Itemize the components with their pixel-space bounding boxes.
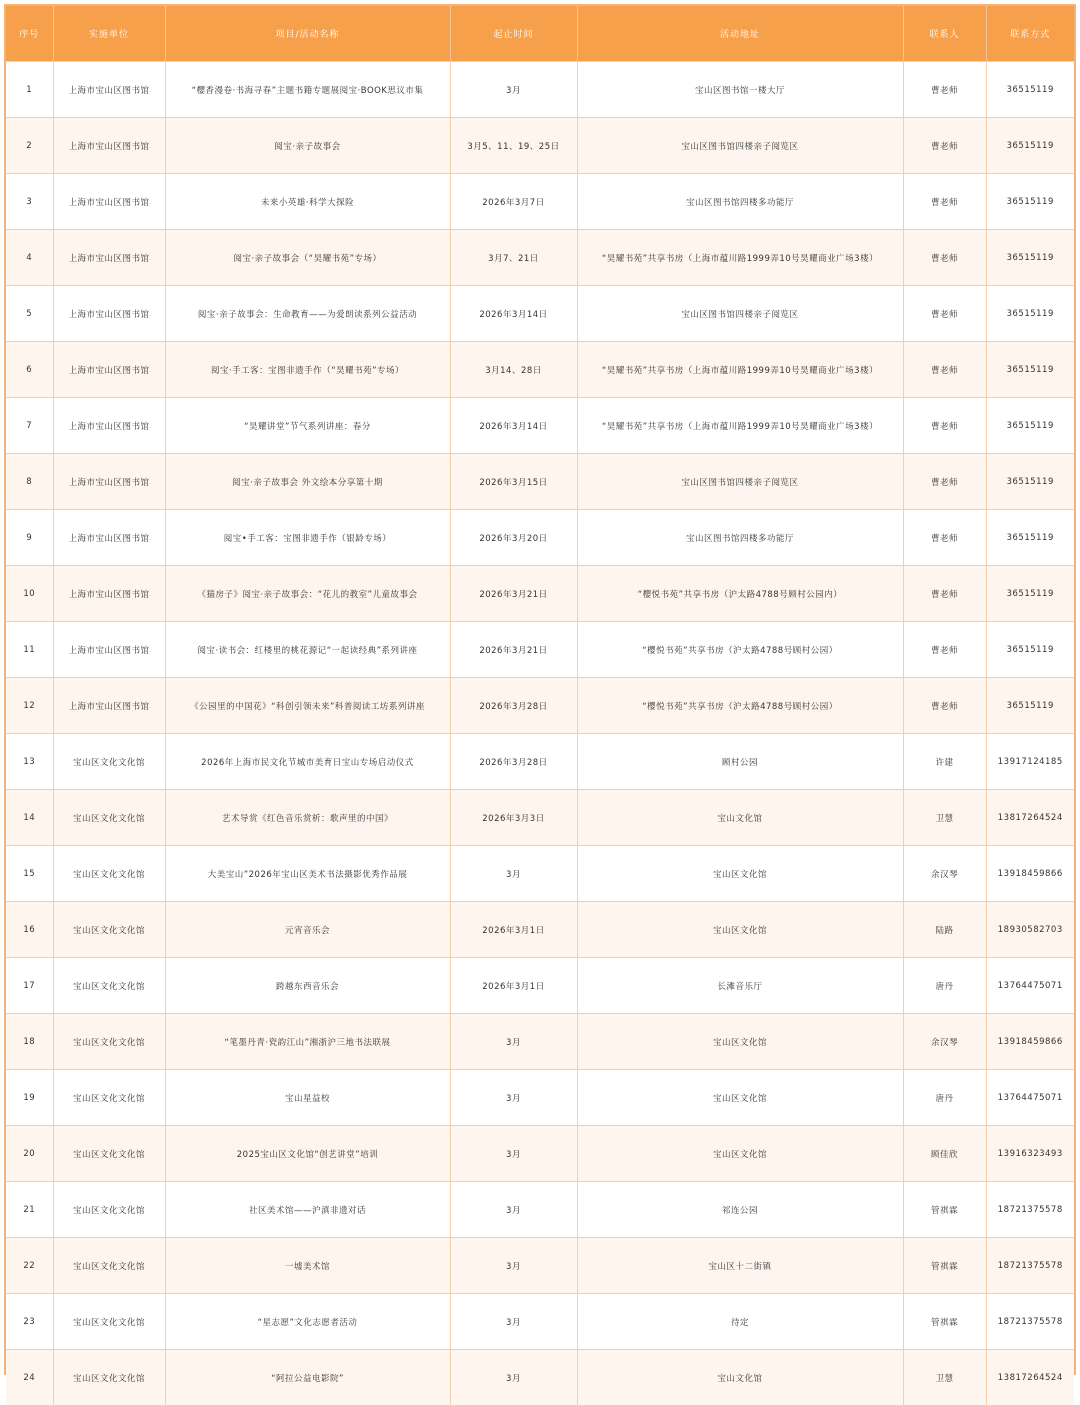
table-row xyxy=(6,342,1074,398)
cell-date: 2026年3月15日 xyxy=(450,454,577,510)
cell-contact-phone: 36515119 xyxy=(986,230,1074,286)
cell-activity-name: “阿拉公益电影院” xyxy=(165,1350,450,1405)
cell-contact-phone: 13817264524 xyxy=(986,1350,1074,1405)
cell-date: 2026年3月3日 xyxy=(450,790,577,846)
cell-contact-phone: 13764475071 xyxy=(986,1070,1074,1126)
header-contact-person: 联系人 xyxy=(903,6,986,62)
cell-contact-person: 陆路 xyxy=(903,902,986,958)
cell-contact-phone: 36515119 xyxy=(986,118,1074,174)
cell-organizer: 上海市宝山区图书馆 xyxy=(53,62,165,118)
cell-contact-phone: 13917124185 xyxy=(986,734,1074,790)
cell-index: 15 xyxy=(6,846,53,902)
table-row xyxy=(6,1350,1074,1405)
cell-organizer: 宝山区文化文化馆 xyxy=(53,1126,165,1182)
cell-index: 17 xyxy=(6,958,53,1014)
cell-index: 10 xyxy=(6,566,53,622)
cell-index: 4 xyxy=(6,230,53,286)
table-row xyxy=(6,286,1074,342)
cell-contact-phone: 36515119 xyxy=(986,174,1074,230)
cell-contact-phone: 13817264524 xyxy=(986,790,1074,846)
table-row xyxy=(6,454,1074,510)
cell-activity-name: 阅宝·亲子故事会（“昊耀书苑”专场） xyxy=(165,230,450,286)
cell-activity-name: “星志愿”文化志愿者活动 xyxy=(165,1294,450,1350)
cell-activity-name: 宝山星益校 xyxy=(165,1070,450,1126)
cell-contact-phone: 36515119 xyxy=(986,622,1074,678)
cell-date: 3月 xyxy=(450,62,577,118)
cell-date: 3月 xyxy=(450,1182,577,1238)
table-row xyxy=(6,62,1074,118)
cell-address: 宝山区图书馆一楼大厅 xyxy=(577,62,903,118)
header-index: 序号 xyxy=(6,6,53,62)
cell-index: 16 xyxy=(6,902,53,958)
cell-date: 2026年3月21日 xyxy=(450,622,577,678)
cell-contact-person: 管祺霖 xyxy=(903,1238,986,1294)
cell-address: 顾村公园 xyxy=(577,734,903,790)
table-row xyxy=(6,118,1074,174)
cell-contact-person: 唐丹 xyxy=(903,1070,986,1126)
cell-organizer: 上海市宝山区图书馆 xyxy=(53,118,165,174)
cell-organizer: 上海市宝山区图书馆 xyxy=(53,510,165,566)
cell-contact-person: 曹老师 xyxy=(903,510,986,566)
cell-contact-person: 曹老师 xyxy=(903,230,986,286)
cell-address: 宝山区文化馆 xyxy=(577,846,903,902)
table-row xyxy=(6,566,1074,622)
cell-index: 2 xyxy=(6,118,53,174)
cell-address: 宝山文化馆 xyxy=(577,790,903,846)
cell-date: 3月 xyxy=(450,1294,577,1350)
cell-date: 3月 xyxy=(450,846,577,902)
cell-index: 19 xyxy=(6,1070,53,1126)
cell-address: “昊耀书苑”共享书房（上海市蕴川路1999弄10号昊耀商业广场3楼） xyxy=(577,342,903,398)
cell-date: 2026年3月1日 xyxy=(450,958,577,1014)
cell-contact-phone: 13918459866 xyxy=(986,1014,1074,1070)
cell-address: 宝山区图书馆四楼亲子阅览区 xyxy=(577,286,903,342)
cell-contact-person: 曹老师 xyxy=(903,286,986,342)
cell-date: 2026年3月28日 xyxy=(450,734,577,790)
table-row xyxy=(6,678,1074,734)
cell-activity-name: 阅宝·亲子故事会 外文绘本分享第十期 xyxy=(165,454,450,510)
cell-activity-name: “樱香漫卷·书海寻春”主题书籍专题展阅宝·BOOK思议市集 xyxy=(165,62,450,118)
cell-organizer: 上海市宝山区图书馆 xyxy=(53,286,165,342)
cell-index: 5 xyxy=(6,286,53,342)
cell-contact-person: 顾佳欣 xyxy=(903,1126,986,1182)
cell-index: 6 xyxy=(6,342,53,398)
table-row xyxy=(6,174,1074,230)
table-row xyxy=(6,790,1074,846)
cell-contact-phone: 36515119 xyxy=(986,678,1074,734)
cell-address: 宝山区文化馆 xyxy=(577,1014,903,1070)
cell-activity-name: “笔墨丹青·瓷韵江山”湘浙沪三地书法联展 xyxy=(165,1014,450,1070)
header-contact-phone: 联系方式 xyxy=(986,6,1074,62)
cell-contact-person: 卫慧 xyxy=(903,790,986,846)
cell-index: 3 xyxy=(6,174,53,230)
cell-organizer: 宝山区文化文化馆 xyxy=(53,846,165,902)
table-row xyxy=(6,230,1074,286)
cell-contact-person: 曹老师 xyxy=(903,454,986,510)
cell-date: 3月14、28日 xyxy=(450,342,577,398)
cell-contact-person: 曹老师 xyxy=(903,118,986,174)
cell-address: 宝山区十二街镇 xyxy=(577,1238,903,1294)
cell-organizer: 上海市宝山区图书馆 xyxy=(53,230,165,286)
table-row xyxy=(6,734,1074,790)
cell-contact-phone: 36515119 xyxy=(986,286,1074,342)
cell-activity-name: 阅宝·读书会：红楼里的桃花源记“一起读经典”系列讲座 xyxy=(165,622,450,678)
cell-address: “樱悦书苑”共享书房（沪太路4788号顾村公园内） xyxy=(577,566,903,622)
cell-date: 2026年3月21日 xyxy=(450,566,577,622)
cell-contact-person: 曹老师 xyxy=(903,398,986,454)
cell-contact-person: 卫慧 xyxy=(903,1350,986,1405)
cell-address: 宝山区图书馆四楼亲子阅览区 xyxy=(577,454,903,510)
cell-index: 22 xyxy=(6,1238,53,1294)
cell-organizer: 宝山区文化文化馆 xyxy=(53,1014,165,1070)
activity-table-container xyxy=(4,4,1076,1375)
cell-index: 18 xyxy=(6,1014,53,1070)
cell-contact-phone: 18721375578 xyxy=(986,1294,1074,1350)
table-row xyxy=(6,1238,1074,1294)
cell-organizer: 宝山区文化文化馆 xyxy=(53,734,165,790)
header-row xyxy=(6,6,1074,62)
cell-index: 11 xyxy=(6,622,53,678)
table-row xyxy=(6,1182,1074,1238)
cell-index: 24 xyxy=(6,1350,53,1405)
cell-contact-person: 曹老师 xyxy=(903,678,986,734)
cell-organizer: 上海市宝山区图书馆 xyxy=(53,622,165,678)
cell-contact-phone: 13916323493 xyxy=(986,1126,1074,1182)
cell-activity-name: 元宵音乐会 xyxy=(165,902,450,958)
cell-organizer: 宝山区文化文化馆 xyxy=(53,958,165,1014)
cell-contact-phone: 13918459866 xyxy=(986,846,1074,902)
cell-address: 待定 xyxy=(577,1294,903,1350)
cell-index: 8 xyxy=(6,454,53,510)
table-body xyxy=(6,62,1074,1405)
table-row xyxy=(6,510,1074,566)
cell-contact-phone: 18721375578 xyxy=(986,1182,1074,1238)
cell-date: 2026年3月1日 xyxy=(450,902,577,958)
cell-activity-name: 《猫房子》阅宝·亲子故事会：“花儿的教室”儿童故事会 xyxy=(165,566,450,622)
cell-address: “樱悦书苑”共享书房（沪太路4788号顾村公园） xyxy=(577,622,903,678)
cell-address: 宝山区图书馆四楼多功能厅 xyxy=(577,510,903,566)
cell-contact-person: 曹老师 xyxy=(903,566,986,622)
cell-contact-phone: 18930582703 xyxy=(986,902,1074,958)
cell-date: 2026年3月14日 xyxy=(450,398,577,454)
cell-date: 2026年3月7日 xyxy=(450,174,577,230)
header-date: 起止时间 xyxy=(450,6,577,62)
activity-table xyxy=(6,6,1074,1405)
cell-activity-name: 一墟美术馆 xyxy=(165,1238,450,1294)
cell-address: 宝山文化馆 xyxy=(577,1350,903,1405)
cell-contact-phone: 18721375578 xyxy=(986,1238,1074,1294)
cell-organizer: 宝山区文化文化馆 xyxy=(53,1350,165,1405)
cell-contact-phone: 36515119 xyxy=(986,510,1074,566)
table-row xyxy=(6,1070,1074,1126)
table-row xyxy=(6,622,1074,678)
table-row xyxy=(6,902,1074,958)
cell-activity-name: 《公园里的中国花》“科创引领未来”科普阅读工坊系列讲座 xyxy=(165,678,450,734)
cell-index: 12 xyxy=(6,678,53,734)
cell-index: 13 xyxy=(6,734,53,790)
table-row xyxy=(6,1294,1074,1350)
cell-organizer: 宝山区文化文化馆 xyxy=(53,902,165,958)
cell-index: 9 xyxy=(6,510,53,566)
cell-activity-name: 阅宝•手工客：宝图非遗手作（银龄专场） xyxy=(165,510,450,566)
cell-address: “昊耀书苑”共享书房（上海市蕴川路1999弄10号昊耀商业广场3楼） xyxy=(577,398,903,454)
cell-index: 7 xyxy=(6,398,53,454)
table-row xyxy=(6,958,1074,1014)
cell-contact-phone: 36515119 xyxy=(986,454,1074,510)
cell-organizer: 上海市宝山区图书馆 xyxy=(53,566,165,622)
cell-date: 2026年3月14日 xyxy=(450,286,577,342)
cell-organizer: 上海市宝山区图书馆 xyxy=(53,398,165,454)
cell-date: 3月 xyxy=(450,1126,577,1182)
cell-address: 宝山区图书馆四楼多功能厅 xyxy=(577,174,903,230)
cell-activity-name: “昊耀讲堂”节气系列讲座：春分 xyxy=(165,398,450,454)
cell-organizer: 宝山区文化文化馆 xyxy=(53,1070,165,1126)
cell-activity-name: 艺术导赏《红色音乐赏析：歌声里的中国》 xyxy=(165,790,450,846)
cell-contact-phone: 36515119 xyxy=(986,62,1074,118)
cell-address: “昊耀书苑”共享书房（上海市蕴川路1999弄10号昊耀商业广场3楼） xyxy=(577,230,903,286)
table-row xyxy=(6,1126,1074,1182)
cell-activity-name: 2025宝山区文化馆“创艺讲堂”培训 xyxy=(165,1126,450,1182)
header-organizer: 实施单位 xyxy=(53,6,165,62)
cell-contact-phone: 36515119 xyxy=(986,566,1074,622)
cell-index: 20 xyxy=(6,1126,53,1182)
cell-contact-person: 唐丹 xyxy=(903,958,986,1014)
cell-address: 宝山区文化馆 xyxy=(577,1070,903,1126)
cell-contact-person: 曹老师 xyxy=(903,342,986,398)
cell-index: 1 xyxy=(6,62,53,118)
cell-date: 3月 xyxy=(450,1014,577,1070)
cell-activity-name: 未来小英雄·科学大探险 xyxy=(165,174,450,230)
cell-date: 3月7、21日 xyxy=(450,230,577,286)
cell-contact-person: 曹老师 xyxy=(903,622,986,678)
cell-address: 宝山区文化馆 xyxy=(577,902,903,958)
cell-address: “樱悦书苑”共享书房（沪太路4788号顾村公园） xyxy=(577,678,903,734)
table-row xyxy=(6,846,1074,902)
cell-contact-phone: 13764475071 xyxy=(986,958,1074,1014)
cell-contact-person: 许建 xyxy=(903,734,986,790)
cell-organizer: 宝山区文化文化馆 xyxy=(53,1238,165,1294)
cell-organizer: 宝山区文化文化馆 xyxy=(53,790,165,846)
header-activity-name: 项目/活动名称 xyxy=(165,6,450,62)
cell-activity-name: 阅宝·亲子故事会 xyxy=(165,118,450,174)
cell-date: 3月 xyxy=(450,1238,577,1294)
cell-date: 3月 xyxy=(450,1070,577,1126)
cell-contact-person: 管祺霖 xyxy=(903,1294,986,1350)
cell-date: 3月 xyxy=(450,1350,577,1405)
cell-organizer: 上海市宝山区图书馆 xyxy=(53,678,165,734)
cell-organizer: 宝山区文化文化馆 xyxy=(53,1182,165,1238)
cell-contact-phone: 36515119 xyxy=(986,342,1074,398)
cell-activity-name: 大美宝山”2026年宝山区美术书法摄影优秀作品展 xyxy=(165,846,450,902)
cell-date: 2026年3月20日 xyxy=(450,510,577,566)
cell-activity-name: 跨越东西音乐会 xyxy=(165,958,450,1014)
cell-activity-name: 2026年上海市民文化节城市美育日宝山专场启动仪式 xyxy=(165,734,450,790)
cell-organizer: 宝山区文化文化馆 xyxy=(53,1294,165,1350)
cell-activity-name: 阅宝·亲子故事会：生命教育——为爱朗读系列公益活动 xyxy=(165,286,450,342)
header-address: 活动地址 xyxy=(577,6,903,62)
cell-organizer: 上海市宝山区图书馆 xyxy=(53,454,165,510)
cell-date: 3月5、11、19、25日 xyxy=(450,118,577,174)
cell-contact-phone: 36515119 xyxy=(986,398,1074,454)
cell-index: 23 xyxy=(6,1294,53,1350)
cell-contact-person: 管祺霖 xyxy=(903,1182,986,1238)
table-row xyxy=(6,1014,1074,1070)
cell-activity-name: 社区美术馆——沪滇非遗对话 xyxy=(165,1182,450,1238)
cell-activity-name: 阅宝·手工客：宝图非遗手作（“昊耀书苑”专场） xyxy=(165,342,450,398)
cell-index: 21 xyxy=(6,1182,53,1238)
cell-contact-person: 余汉琴 xyxy=(903,846,986,902)
cell-address: 宝山区图书馆四楼亲子阅览区 xyxy=(577,118,903,174)
cell-index: 14 xyxy=(6,790,53,846)
cell-contact-person: 余汉琴 xyxy=(903,1014,986,1070)
cell-organizer: 上海市宝山区图书馆 xyxy=(53,174,165,230)
cell-address: 长滩音乐厅 xyxy=(577,958,903,1014)
cell-date: 2026年3月28日 xyxy=(450,678,577,734)
cell-address: 祁连公园 xyxy=(577,1182,903,1238)
table-row xyxy=(6,398,1074,454)
cell-organizer: 上海市宝山区图书馆 xyxy=(53,342,165,398)
cell-contact-person: 曹老师 xyxy=(903,174,986,230)
cell-address: 宝山区文化馆 xyxy=(577,1126,903,1182)
cell-contact-person: 曹老师 xyxy=(903,62,986,118)
